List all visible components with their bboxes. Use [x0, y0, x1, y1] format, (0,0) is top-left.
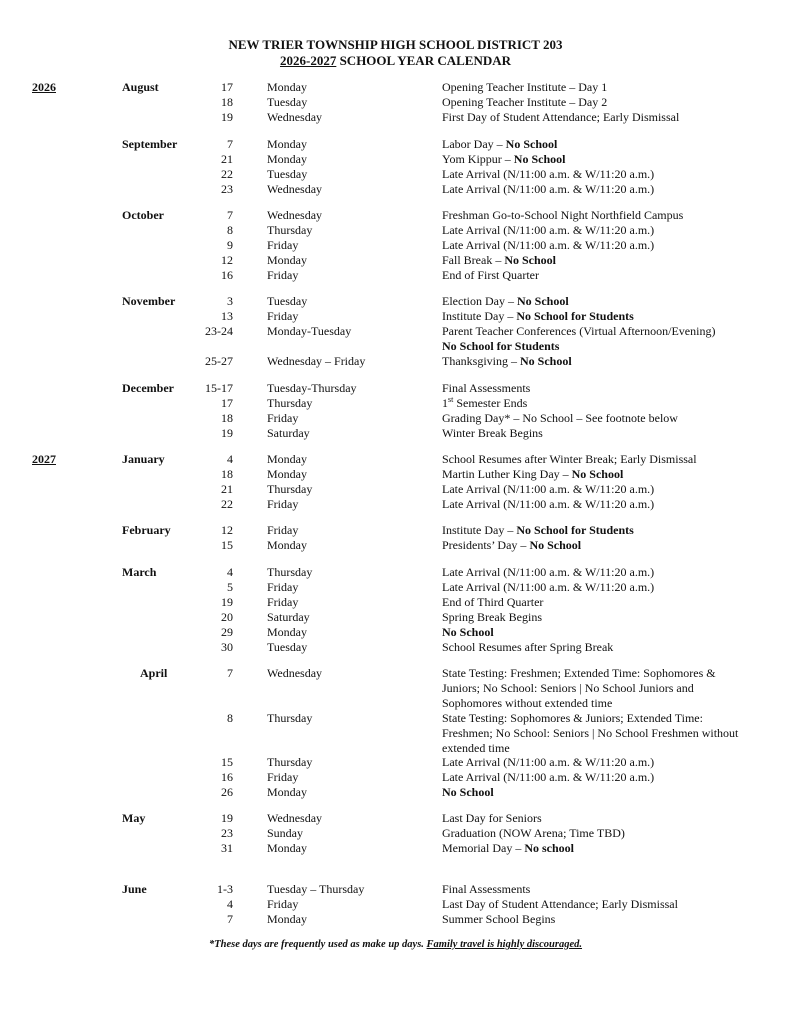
weekday-cell: Thursday — [267, 223, 313, 237]
school-year: 2026-2027 — [279, 53, 337, 68]
weekday-cell: Monday — [267, 467, 307, 481]
event-text: Late Arrival (N/11:00 a.m. & W/11:20 a.m.) — [442, 565, 655, 579]
event-emphasis: No School — [529, 538, 582, 552]
event-cell — [442, 523, 634, 538]
date-cell: 4 — [227, 565, 233, 579]
event-cell — [442, 841, 574, 856]
event-cell — [442, 381, 530, 396]
event-text: Thanksgiving – — [442, 354, 520, 368]
date-cell: 15 — [221, 538, 233, 552]
event-cell — [442, 152, 565, 167]
weekday-cell: Tuesday — [267, 294, 308, 308]
weekday-cell: Tuesday — [267, 95, 308, 109]
event-text: Late Arrival (N/11:00 a.m. & W/11:20 a.m.) — [442, 580, 655, 594]
event-text: Final Assessments — [442, 381, 531, 395]
weekday-cell: Thursday — [267, 755, 313, 769]
event-emphasis: No School — [442, 625, 494, 639]
event-cell — [442, 785, 494, 800]
event-cell — [442, 294, 569, 309]
event-text: Opening Teacher Institute – Day 1 — [442, 80, 608, 94]
event-emphasis: No School — [442, 785, 494, 799]
event-text: Late Arrival (N/11:00 a.m. & W/11:20 a.m.) — [442, 167, 655, 181]
weekday-cell: Monday — [267, 912, 307, 926]
event-text: School Resumes after Winter Break; Early Dismissal — [442, 452, 697, 466]
weekday-cell: Tuesday — [267, 640, 308, 654]
weekday-cell: Monday — [267, 253, 307, 267]
event-text: Last Day for Seniors — [442, 811, 542, 825]
event-emphasis: No School — [516, 294, 569, 308]
event-cell — [442, 565, 654, 580]
footnote-underlined: Family travel is highly discouraged. — [426, 939, 583, 950]
date-cell: 4 — [227, 452, 233, 466]
event-cell — [442, 625, 494, 640]
date-cell: 17 — [221, 396, 233, 410]
event-cell — [442, 595, 543, 610]
date-cell: 12 — [221, 523, 233, 537]
weekday-cell: Saturday — [267, 610, 310, 624]
date-cell: 7 — [227, 208, 233, 222]
date-cell: 29 — [221, 625, 233, 639]
event-cell — [442, 666, 747, 711]
weekday-cell: Tuesday — [267, 167, 308, 181]
event-text: Summer School Begins — [442, 912, 556, 926]
event-text: End of First Quarter — [442, 268, 539, 282]
month-label: September — [122, 137, 178, 151]
event-cell — [442, 711, 747, 756]
weekday-cell: Monday — [267, 785, 307, 799]
weekday-cell: Monday — [267, 80, 307, 94]
event-cell — [442, 538, 581, 553]
event-text: Late Arrival (N/11:00 a.m. & W/11:20 a.m.) — [442, 182, 655, 196]
date-cell: 21 — [221, 482, 233, 496]
weekday-cell: Thursday — [267, 565, 313, 579]
date-cell: 19 — [221, 426, 233, 440]
date-cell: 18 — [221, 411, 233, 425]
weekday-cell: Friday — [267, 411, 299, 425]
date-cell: 15-17 — [205, 381, 233, 395]
date-cell: 19 — [221, 811, 233, 825]
event-cell — [442, 826, 625, 841]
event-cell — [442, 208, 683, 223]
event-cell — [442, 770, 654, 785]
event-cell — [442, 897, 678, 912]
event-emphasis: No School for Students — [516, 309, 634, 323]
event-text: Fall Break – — [442, 253, 505, 267]
event-text: Late Arrival (N/11:00 a.m. & W/11:20 a.m.) — [442, 497, 655, 511]
date-cell: 16 — [221, 770, 233, 784]
event-text: Institute Day – — [442, 309, 517, 323]
event-cell — [442, 482, 654, 497]
weekday-cell: Wednesday — [267, 182, 323, 196]
event-text: Final Assessments — [442, 882, 531, 896]
event-emphasis: No school — [524, 841, 574, 855]
date-cell: 30 — [221, 640, 233, 654]
event-cell — [442, 755, 654, 770]
event-cell — [442, 137, 557, 152]
year-label: 2026 — [32, 80, 56, 94]
event-text: State Testing: Freshmen; Extended Time: Sophomores & Juniors; No School: Seniors | No School Juniors and Sophomores without extended time — [442, 666, 716, 710]
date-cell: 18 — [221, 467, 233, 481]
month-label: January — [122, 452, 165, 466]
event-text: Graduation (NOW Arena; Time TBD) — [442, 826, 625, 840]
weekday-cell: Wednesday — [267, 208, 323, 222]
event-text: Late Arrival (N/11:00 a.m. & W/11:20 a.m.) — [442, 755, 655, 769]
event-cell — [442, 167, 654, 182]
month-label: December — [122, 381, 174, 395]
weekday-cell: Tuesday – Thursday — [267, 882, 365, 896]
month-label: October — [122, 208, 164, 222]
event-cell — [442, 268, 539, 283]
event-cell — [442, 339, 559, 354]
date-cell: 12 — [221, 253, 233, 267]
weekday-cell: Saturday — [267, 426, 310, 440]
date-cell: 26 — [221, 785, 233, 799]
event-emphasis: No School — [513, 152, 566, 166]
weekday-cell: Thursday — [267, 711, 313, 725]
month-label: February — [122, 523, 171, 537]
weekday-cell: Monday — [267, 452, 307, 466]
event-cell — [442, 912, 555, 927]
event-text: Institute Day – — [442, 523, 517, 537]
weekday-cell: Friday — [267, 897, 299, 911]
event-cell — [442, 640, 613, 655]
event-cell — [442, 610, 542, 625]
date-cell: 15 — [221, 755, 233, 769]
event-cell — [442, 80, 607, 95]
event-text: Parent Teacher Conferences (Virtual Afternoon/Evening) — [442, 324, 716, 338]
weekday-cell: Friday — [267, 770, 299, 784]
weekday-cell: Monday — [267, 625, 307, 639]
weekday-cell: Friday — [267, 523, 299, 537]
weekday-cell: Thursday — [267, 482, 313, 496]
event-text: Freshman Go-to-School Night Northfield Campus — [442, 208, 684, 222]
month-label: April — [140, 666, 168, 680]
event-emphasis: No School — [504, 253, 557, 267]
event-emphasis: No School for Students — [516, 523, 634, 537]
event-cell — [442, 452, 697, 467]
date-cell: 3 — [227, 294, 233, 308]
month-label: May — [122, 811, 146, 825]
event-text: State Testing: Sophomores & Juniors; Extended Time: Freshmen; No School: Seniors | No School Freshmen without extended time — [442, 711, 739, 755]
date-cell: 9 — [227, 238, 233, 252]
date-cell: 25-27 — [205, 354, 233, 368]
year-label: 2027 — [32, 452, 56, 466]
event-text: Late Arrival (N/11:00 a.m. & W/11:20 a.m.) — [442, 770, 655, 784]
event-cell — [442, 110, 679, 125]
event-cell — [442, 223, 654, 238]
date-cell: 13 — [221, 309, 233, 323]
event-text: Memorial Day – — [442, 841, 525, 855]
date-cell: 1-3 — [217, 882, 233, 896]
event-text: Late Arrival (N/11:00 a.m. & W/11:20 a.m.) — [442, 482, 655, 496]
date-cell: 22 — [221, 497, 233, 511]
month-label: March — [122, 565, 157, 579]
event-cell — [442, 580, 654, 595]
event-text: Election Day – — [442, 294, 517, 308]
weekday-cell: Friday — [267, 268, 299, 282]
date-cell: 7 — [227, 666, 233, 680]
event-text: Presidents’ Day – — [442, 538, 530, 552]
event-cell — [442, 95, 607, 110]
date-cell: 7 — [227, 912, 233, 926]
date-cell: 23 — [221, 826, 233, 840]
footnote-text: *These days are frequently used as make up days. — [208, 939, 427, 950]
weekday-cell: Wednesday — [267, 811, 323, 825]
weekday-cell: Monday — [267, 137, 307, 151]
page-subtitle — [0, 53, 791, 68]
event-text: Martin Luther King Day – — [442, 467, 572, 481]
event-text: Late Arrival (N/11:00 a.m. & W/11:20 a.m.) — [442, 238, 655, 252]
event-text: 1 — [442, 396, 448, 410]
date-cell: 8 — [227, 223, 233, 237]
weekday-cell: Thursday — [267, 396, 313, 410]
weekday-cell: Wednesday — [267, 666, 323, 680]
event-cell — [442, 411, 678, 426]
event-cell — [442, 309, 634, 324]
event-text: Yom Kippur – — [442, 152, 514, 166]
event-cell — [442, 253, 556, 268]
event-cell — [442, 811, 542, 826]
event-text: Late Arrival (N/11:00 a.m. & W/11:20 a.m.) — [442, 223, 655, 237]
date-cell: 5 — [227, 580, 233, 594]
event-text: Semester Ends — [453, 396, 528, 410]
event-text: Grading Day* – No School – See footnote below — [442, 411, 678, 425]
weekday-cell: Sunday — [267, 826, 303, 840]
date-cell: 23 — [221, 182, 233, 196]
weekday-cell: Tuesday-Thursday — [267, 381, 357, 395]
date-cell: 17 — [221, 80, 233, 94]
event-emphasis: No School — [571, 467, 624, 481]
event-text: Winter Break Begins — [442, 426, 543, 440]
weekday-cell: Monday — [267, 152, 307, 166]
date-cell: 22 — [221, 167, 233, 181]
month-label: November — [122, 294, 176, 308]
date-cell: 4 — [227, 897, 233, 911]
date-cell: 16 — [221, 268, 233, 282]
weekday-cell: Wednesday – Friday — [267, 354, 366, 368]
event-text: School Resumes after Spring Break — [442, 640, 614, 654]
event-text: Last Day of Student Attendance; Early Dismissal — [442, 897, 678, 911]
event-emphasis: No School for Students — [442, 339, 560, 353]
date-cell: 23-24 — [205, 324, 233, 338]
event-cell — [442, 182, 654, 197]
event-text: st — [448, 395, 454, 404]
subtitle-rest: SCHOOL YEAR CALENDAR — [336, 53, 512, 68]
date-cell: 20 — [221, 610, 233, 624]
weekday-cell: Friday — [267, 595, 299, 609]
date-cell: 18 — [221, 95, 233, 109]
event-text: Spring Break Begins — [442, 610, 542, 624]
date-cell: 7 — [227, 137, 233, 151]
event-cell — [442, 497, 654, 512]
weekday-cell: Monday-Tuesday — [267, 324, 352, 338]
weekday-cell: Friday — [267, 497, 299, 511]
weekday-cell: Friday — [267, 238, 299, 252]
event-cell — [442, 426, 543, 441]
weekday-cell: Monday — [267, 841, 307, 855]
date-cell: 31 — [221, 841, 233, 855]
weekday-cell: Wednesday — [267, 110, 323, 124]
event-text: End of Third Quarter — [442, 595, 544, 609]
footnote — [0, 939, 791, 950]
event-cell — [442, 324, 715, 339]
event-emphasis: No School — [520, 354, 572, 368]
event-cell — [442, 467, 623, 482]
month-label: August — [122, 80, 159, 94]
month-label: June — [122, 882, 147, 896]
page-title: NEW TRIER TOWNSHIP HIGH SCHOOL DISTRICT 203 — [228, 37, 563, 52]
event-emphasis: No School — [505, 137, 558, 151]
event-cell — [442, 354, 572, 369]
date-cell: 8 — [227, 711, 233, 725]
weekday-cell: Friday — [267, 580, 299, 594]
event-text: Labor Day – — [442, 137, 506, 151]
event-cell — [442, 238, 654, 253]
event-text: First Day of Student Attendance; Early Dismissal — [442, 110, 680, 124]
date-cell: 21 — [221, 152, 233, 166]
weekday-cell: Friday — [267, 309, 299, 323]
event-cell — [442, 882, 530, 897]
date-cell: 19 — [221, 110, 233, 124]
event-cell — [442, 396, 527, 411]
event-text: Opening Teacher Institute – Day 2 — [442, 95, 608, 109]
weekday-cell: Monday — [267, 538, 307, 552]
date-cell: 19 — [221, 595, 233, 609]
